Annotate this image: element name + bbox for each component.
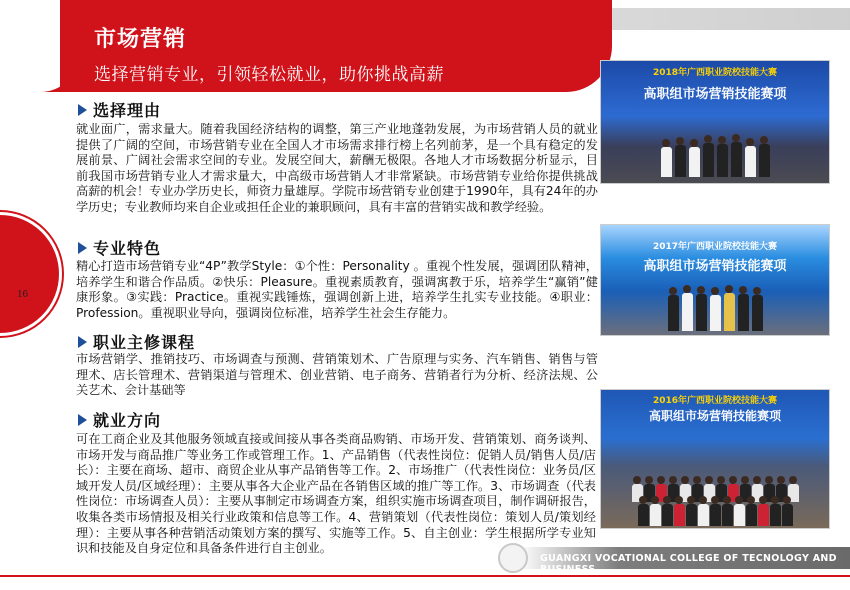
section-heading-3 bbox=[78, 330, 195, 353]
triangle-bullet-icon bbox=[78, 242, 87, 254]
section-body: 市场营销学、推销技巧、市场调查与预测、营销策划术、广告原理与实务、汽车销售、销售与管理术、店长管理术、营销渠道与管理术、创业营销、电子商务、营销者行为分析、经济法规、公关艺术、会计基础等 bbox=[76, 352, 598, 398]
section-title: 就业方向 bbox=[93, 411, 162, 430]
page-number: 16 bbox=[17, 288, 28, 300]
triangle-bullet-icon bbox=[78, 336, 87, 348]
photo-2018-competition bbox=[600, 60, 830, 184]
section-title: 专业特色 bbox=[93, 239, 162, 258]
section-body: 就业面广，需求量大。随着我国经济结构的调整，第三产业地蓬勃发展，为市场营销人员的就业提供了广阔的空间，市场营销专业在全国人才市场需求排行榜上名列前茅，是一个具有稳定的发展前景、广阔社会需求空间的专业。发展空间大，薪酬无极限。各地人才市场数据分析显示，目前我国市场营销专业人才需求量大，中高级市场营销人才非常紧缺。市场营销专业给你提供挑战高薪的机会！专业办学历史长，师资力量雄厚。学院市场营销专业创建于1990年，具有24年的办学历史；专业教师均来自企业或担任企业的兼职顾问，具有丰富的营销实战和教学经验。 bbox=[76, 122, 598, 214]
side-badge bbox=[0, 212, 62, 336]
photo-2017-competition bbox=[600, 224, 830, 336]
college-seal-icon bbox=[498, 543, 528, 573]
section-heading-2 bbox=[78, 236, 161, 259]
page-title: 市场营销 bbox=[94, 27, 187, 52]
group-photo-front-row bbox=[601, 496, 829, 526]
photo-banner-top: 2018年广西职业院校技能大赛 bbox=[652, 68, 778, 78]
triangle-bullet-icon bbox=[78, 104, 87, 116]
photo-banner-main: 高职组市场营销技能赛项 bbox=[648, 409, 781, 423]
section-title: 选择理由 bbox=[93, 101, 162, 120]
photo-2016-competition bbox=[600, 389, 830, 529]
group-photo-people bbox=[601, 285, 829, 331]
triangle-bullet-icon bbox=[78, 414, 87, 426]
section-body: 可在工商企业及其他服务领域直接或间接从事各类商品购销、市场开发、营销策划、商务谈判、市场开发与商品推广等业务工作或管理工作。1、产品销售（代表性岗位：促销人员/销售人员/店长）：主要在商场、超市、商贸企业从事产品销售等工作。2、市场推广（代表性岗位：业务员/区域开发人员/区域经理）：主要从事各大企业产品在各销售区域的推广等工作。3、市场调查（代表性岗位：市场调查人员）：主要从事制定市场调查方案，组织实施市场调查项目，制作调研报告，收集各类市场情报及相关行业政策和信息等工作。4、营销策划（代表性岗位：策划人员/策划经理）：主要从事各种营销活动策划方案的撰写、实施等工作。5、自主创业：学生根据所学专业知识和技能及自身定位和具备条件进行自主创业。 bbox=[76, 432, 596, 556]
footer-school-name: GUANGXI VOCATIONAL COLLEGE OF TECNOLOGY AND BUSINESS bbox=[540, 553, 837, 575]
photo-banner-top: 2016年广西职业院校技能大赛 bbox=[652, 396, 778, 406]
section-heading-4 bbox=[78, 408, 161, 431]
group-photo-people bbox=[601, 134, 829, 177]
photo-banner-main: 高职组市场营销技能赛项 bbox=[643, 259, 787, 274]
section-title: 职业主修课程 bbox=[93, 333, 196, 352]
section-body: 精心打造市场营销专业“4P”教学Style：①个性：Personality 。重视个性发展，强调团队精神，培养学生和谐合作品质。②快乐：Pleasure。重视素质教育，强调寓教于乐，培养学生“赢销”健康形象。③实践：Practice。重视实践锤炼，强调创新上进，培养学生扎实专业技能。④职业：Profession。重视职业导向，强调岗位标准，培养学生社会生存能力。 bbox=[76, 259, 598, 320]
page-subtitle: 选择营销专业，引领轻松就业，助你挑战高薪 bbox=[94, 65, 444, 85]
photo-banner-main: 高职组市场营销技能赛项 bbox=[643, 87, 787, 102]
photo-banner-top: 2017年广西职业院校技能大赛 bbox=[652, 242, 778, 252]
section-heading-1 bbox=[78, 98, 161, 121]
footer-red-line bbox=[0, 575, 850, 577]
